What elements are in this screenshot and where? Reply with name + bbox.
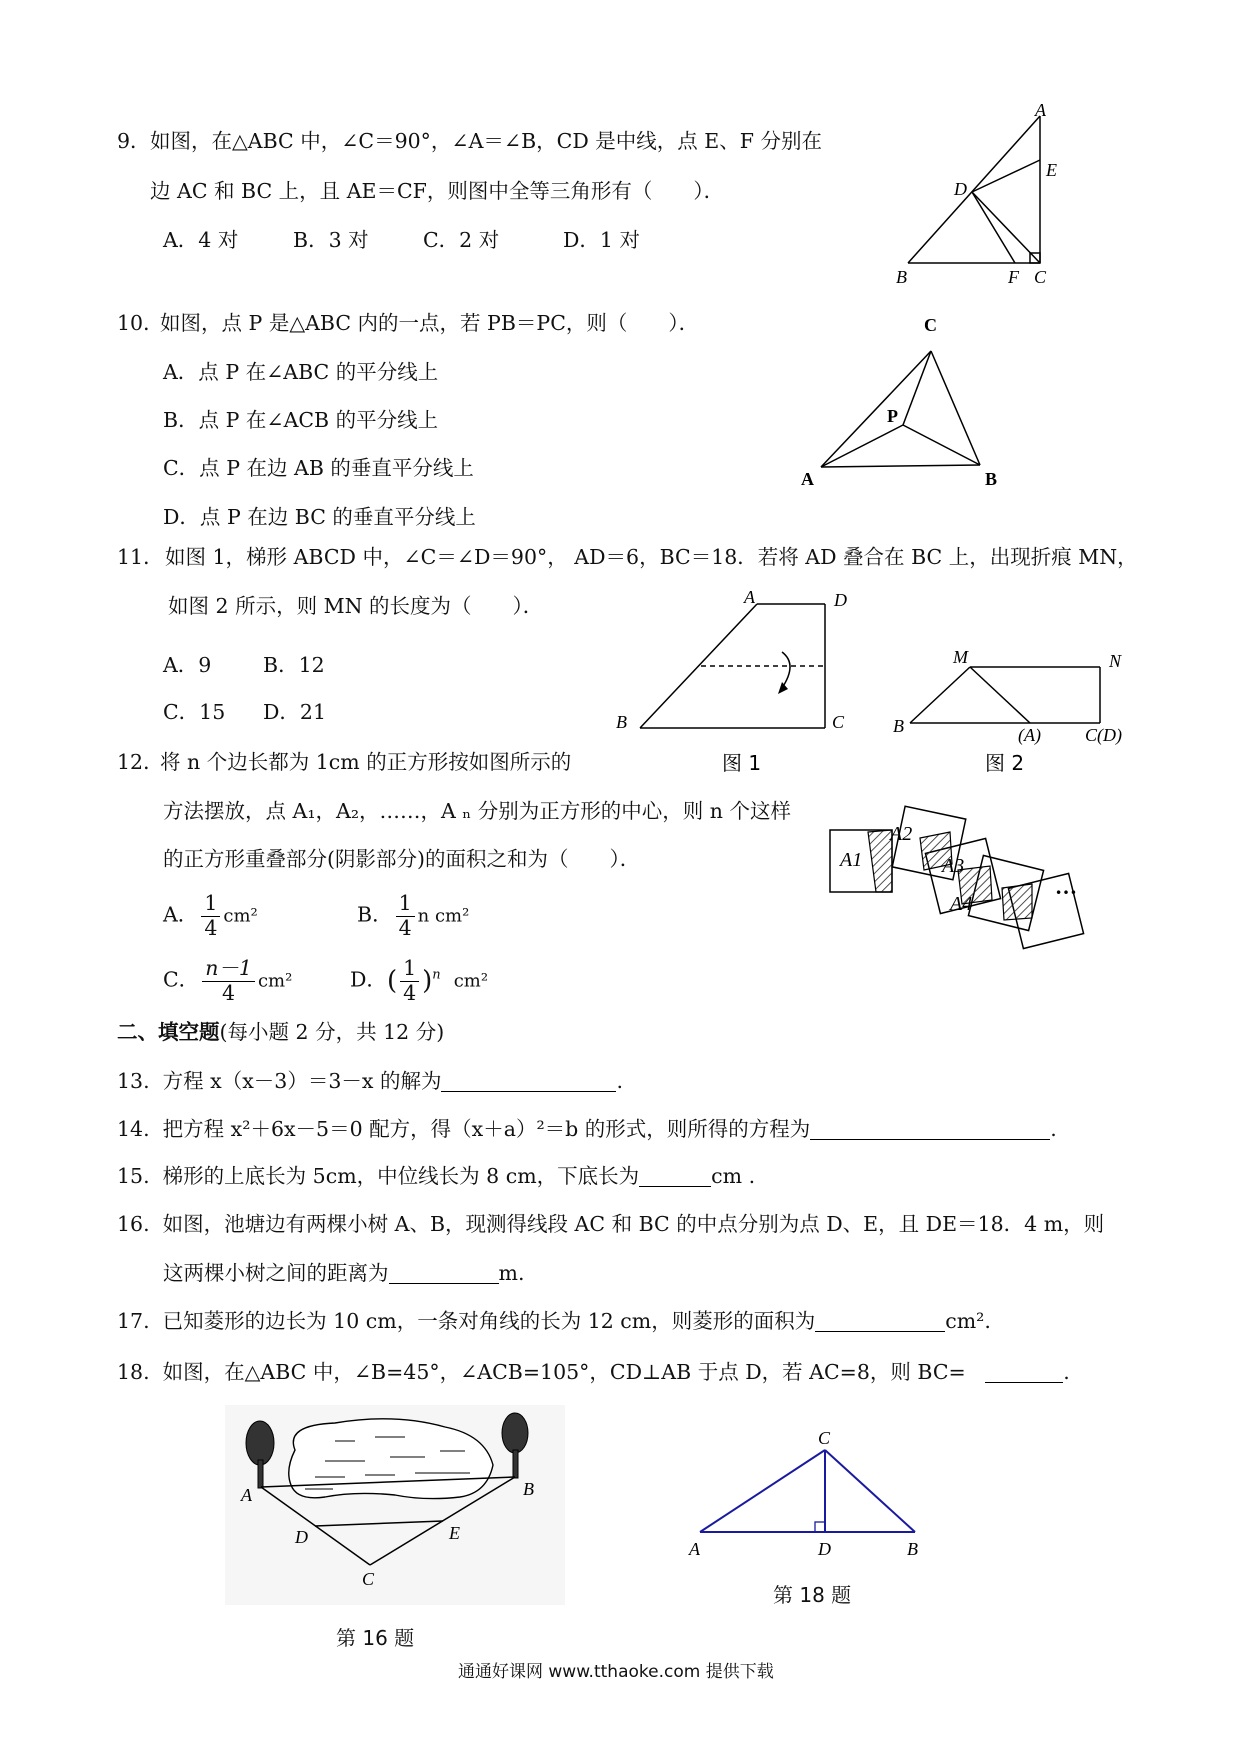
section2-title: 二、填空题 — [117, 1020, 220, 1044]
q11-fig2-label-n: N — [1109, 651, 1122, 671]
q12-option-d-num: 1 — [400, 957, 419, 982]
q11-fig2-label-b: B — [893, 716, 904, 736]
q12-option-a — [163, 892, 258, 940]
q9-number: 9． — [117, 129, 151, 153]
q9-figure — [880, 100, 1080, 290]
q12-option-b-prefix: B． — [357, 902, 393, 927]
q9-option-a: A．4 对 — [163, 228, 239, 252]
q18-label-a: A — [689, 1539, 700, 1559]
q13-number: 13. — [117, 1069, 150, 1093]
q12-option-c-unit: cm² — [257, 970, 293, 992]
q12-option-a-unit: cm² — [223, 905, 258, 927]
q16-answer-blank[interactable] — [389, 1265, 499, 1284]
q12-option-b-num: 1 — [396, 892, 415, 917]
q9-label-f: F — [1008, 267, 1019, 287]
q15-text: 梯形的上底长为 5cm，中位线长为 8 cm，下底长为 — [162, 1164, 640, 1188]
q16-line2: 这两棵小树之间的距离为 — [163, 1261, 389, 1285]
q15-answer-blank[interactable] — [639, 1168, 711, 1187]
q16-caption: 第 16 题 — [336, 1626, 415, 1650]
q18-number: 18. — [117, 1360, 150, 1384]
q12-line1: 将 n 个边长都为 1cm 的正方形按如图所示的 — [160, 750, 572, 774]
q17 — [117, 1311, 991, 1332]
footer: 通通好课网 www.tthaoke.com 提供下载 — [458, 1662, 774, 1682]
q9-label-d: D — [954, 179, 967, 199]
q16-label-c: C — [362, 1569, 375, 1589]
q12-option-c — [163, 957, 292, 1005]
q11-option-d: D．21 — [263, 700, 327, 724]
q14 — [117, 1119, 1057, 1140]
q16-label-b: B — [523, 1479, 534, 1499]
q17-end: cm². — [945, 1309, 991, 1333]
q16-line1-row — [117, 1214, 1104, 1235]
q11-number: 11． — [117, 545, 164, 569]
q11-option-b: B．12 — [263, 653, 325, 677]
q18 — [117, 1362, 1070, 1383]
q11-fig1-label-a: A — [744, 587, 755, 607]
q12-line3: 的正方形重叠部分(阴影部分)的面积之和为（ ）． — [163, 847, 641, 871]
q16-number: 16. — [117, 1212, 150, 1236]
q12-option-b-fraction — [396, 892, 415, 940]
q16-line2-row — [163, 1263, 524, 1284]
q12-line2: 方法摆放，点 A₁，A₂，……，A ₙ 分别为正方形的中心，则 n 个这样 — [163, 799, 792, 823]
q9-option-c: C．2 对 — [423, 228, 500, 252]
q13-answer-blank[interactable] — [441, 1073, 616, 1092]
q13-end: . — [616, 1069, 623, 1093]
q10-label-b: B — [985, 469, 998, 489]
q18-label-d: D — [818, 1539, 831, 1559]
q9-label-e: E — [1046, 160, 1057, 180]
q14-number: 14. — [117, 1117, 150, 1141]
q11-figure-1 — [610, 587, 860, 775]
q9-label-a: A — [1035, 100, 1046, 120]
q11-line1: 如图 1，梯形 ABCD 中，∠C＝∠D＝90°， AD＝6，BC＝18．若将 AD 叠合在 BC 上，出现折痕 MN， — [165, 545, 1138, 569]
q12-option-c-fraction — [202, 957, 255, 1005]
q12-label-a1: A1 — [840, 849, 863, 871]
q10-number: 10． — [117, 311, 164, 335]
q12-option-d-prefix: D． — [350, 967, 387, 992]
q12-label-a4: A4 — [950, 893, 973, 915]
q11-fig1-label-d: D — [834, 590, 847, 610]
q18-caption: 第 18 题 — [773, 1583, 852, 1607]
q10-figure — [795, 315, 1020, 490]
q12-label-a3: A3 — [942, 855, 965, 877]
q16-line1: 如图，池塘边有两棵小树 A、B，现测得线段 AC 和 BC 的中点分别为点 D、E，且 DE＝18．4 m，则 — [162, 1212, 1105, 1236]
q11-fig2-caption: 图 2 — [985, 751, 1025, 775]
q11-fig1-caption: 图 1 — [722, 751, 762, 775]
q15-number: 15. — [117, 1164, 150, 1188]
q12-option-d-power: n — [432, 967, 441, 983]
q9-line2: 边 AC 和 BC 上，且 AE＝CF，则图中全等三角形有（ ）． — [150, 179, 725, 203]
q12-option-b-unit: n cm² — [417, 905, 470, 927]
q12-option-a-num: 1 — [201, 892, 220, 917]
q12-number: 12． — [117, 750, 164, 774]
q18-figure — [675, 1420, 935, 1570]
q10-option-d: D．点 P 在边 BC 的垂直平分线上 — [163, 505, 476, 529]
q12-option-d-den: 4 — [403, 980, 417, 1005]
q11-line2: 如图 2 所示，则 MN 的长度为（ ）． — [168, 594, 544, 618]
q17-text: 已知菱形的边长为 10 cm，一条对角线的长为 12 cm，则菱形的面积为 — [162, 1309, 816, 1333]
q16-end: m. — [498, 1261, 525, 1285]
q9-option-b: B．3 对 — [293, 228, 369, 252]
q13-text: 方程 x（x－3）＝3－x 的解为 — [162, 1069, 442, 1093]
q12-option-c-den: 4 — [222, 980, 236, 1005]
q11-option-a: A．9 — [163, 653, 212, 677]
q16-figure — [225, 1405, 565, 1620]
q9-line1: 如图，在△ABC 中，∠C＝90°，∠A＝∠B，CD 是中线，点 E、F 分别在 — [150, 129, 822, 153]
q17-answer-blank[interactable] — [815, 1313, 945, 1332]
q9-option-d: D．1 对 — [563, 228, 640, 252]
q13 — [117, 1071, 623, 1092]
q10-option-a: A．点 P 在∠ABC 的平分线上 — [163, 360, 439, 384]
q10-label-a: A — [801, 469, 814, 489]
q15 — [117, 1166, 755, 1187]
q10-option-c: C．点 P 在边 AB 的垂直平分线上 — [163, 456, 474, 480]
q17-number: 17. — [117, 1309, 150, 1333]
q11-option-c: C．15 — [163, 700, 226, 724]
q18-label-c: C — [818, 1428, 831, 1448]
q12-option-a-den: 4 — [204, 915, 218, 940]
q16-label-a: A — [241, 1485, 252, 1505]
q15-end: cm . — [711, 1164, 756, 1188]
q12-option-d: D．( $\frac{1}{4}$ )$^n$ cm² — [350, 956, 489, 1005]
q11-fig2-label-m: M — [953, 647, 968, 667]
q12-label-a2: A2 — [890, 823, 913, 845]
section2-heading — [117, 1022, 444, 1043]
q18-end: . — [1063, 1360, 1070, 1384]
q18-label-b: B — [907, 1539, 918, 1559]
q10-label-p: P — [887, 406, 898, 426]
q16-label-e: E — [449, 1523, 460, 1543]
q14-end: . — [1050, 1117, 1057, 1141]
q12-ellipsis: … — [1055, 874, 1077, 899]
q12-option-b-den: 4 — [398, 915, 412, 940]
q12-option-b — [357, 892, 469, 940]
q18-answer-blank[interactable] — [985, 1364, 1063, 1383]
q12-figure — [820, 800, 1120, 970]
q12-option-c-num: n－1 — [202, 957, 255, 982]
q11-fig1-label-b: B — [616, 712, 627, 732]
q14-answer-blank[interactable] — [810, 1121, 1050, 1140]
q10-line1: 如图，点 P 是△ABC 内的一点，若 PB＝PC，则（ ）． — [160, 311, 700, 335]
q9-label-b: B — [896, 267, 907, 287]
q12-option-a-fraction — [201, 892, 220, 940]
q12-option-d-fraction — [400, 957, 419, 1005]
q9-label-c: C — [1034, 267, 1047, 287]
q10-option-b: B．点 P 在∠ACB 的平分线上 — [163, 408, 439, 432]
q14-text: 把方程 x²＋6x－5＝0 配方，得（x＋a）²＝b 的形式，则所得的方程为 — [162, 1117, 811, 1141]
section2-note: (每小题 2 分，共 12 分) — [219, 1020, 445, 1044]
q16-label-d: D — [295, 1527, 308, 1547]
q11-figure-2 — [885, 640, 1135, 780]
q11-fig2-label-cd: C(D) — [1085, 725, 1122, 745]
q11-fig2-label-a: (A) — [1018, 725, 1041, 745]
q12-option-c-prefix: C． — [163, 967, 200, 992]
q12-option-d-unit: cm² — [453, 970, 489, 992]
q11-fig1-label-c: C — [832, 712, 845, 732]
q12-option-a-prefix: A． — [163, 902, 199, 927]
q10-label-c: C — [924, 315, 937, 335]
q18-text: 如图，在△ABC 中，∠B=45°，∠ACB=105°，CD⊥AB 于点 D，若 AC=8，则 BC= — [162, 1360, 966, 1384]
